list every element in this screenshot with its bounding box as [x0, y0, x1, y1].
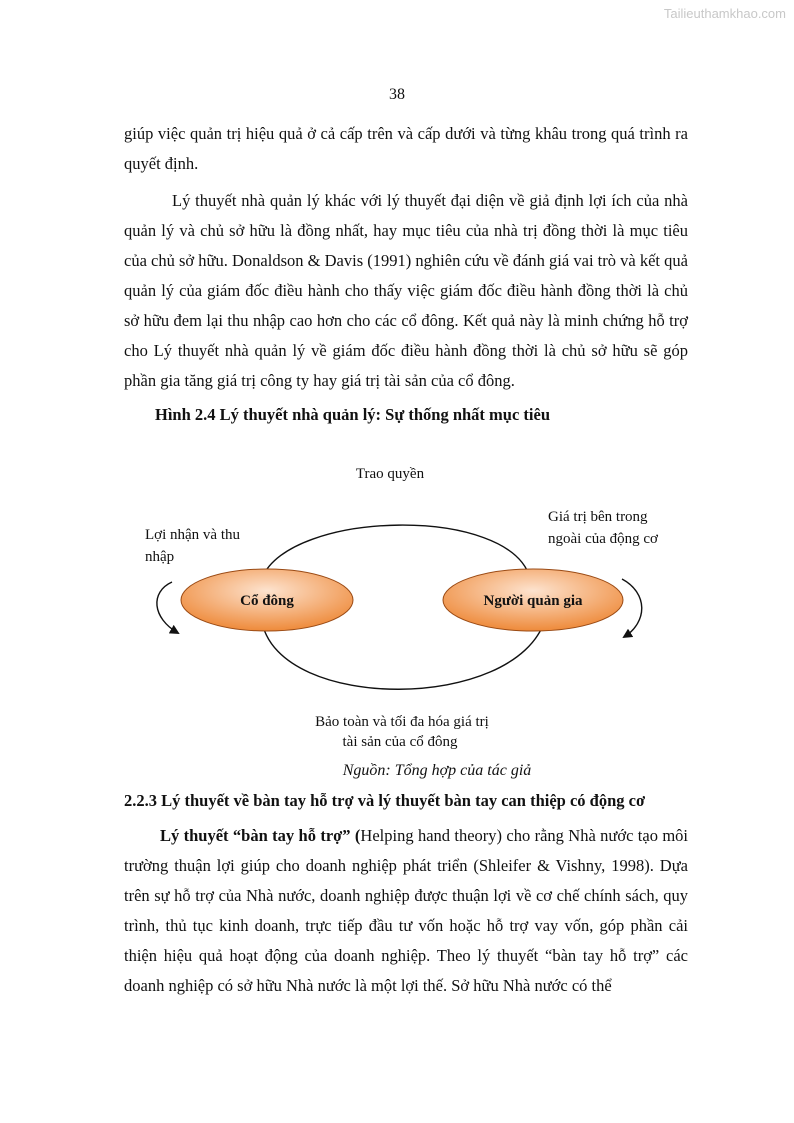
bottom-label-line1: Bảo toàn và tối đa hóa giá trị	[315, 714, 489, 730]
node-steward-label: Người quản gia	[483, 593, 583, 609]
figure-source: Nguồn: Tổng hợp của tác giả	[342, 762, 532, 779]
right-label-line1: Giá trị bên trong	[548, 509, 648, 525]
node-shareholders-label: Cổ đông	[240, 593, 294, 609]
paragraph-1: giúp việc quản trị hiệu quả ở cả cấp trên và cấp dưới và từng khâu trong quá trình ra quyết định.	[124, 124, 688, 173]
paragraph-3-bold: Lý thuyết “bàn tay hỗ trợ” (	[160, 826, 361, 845]
node-shareholders	[181, 569, 353, 631]
watermark: Tailieuthamkhao.com	[663, 6, 786, 21]
section-heading: 2.2.3 Lý thuyết về bàn tay hỗ trợ và lý thuyết bàn tay can thiệp có động cơ	[124, 791, 646, 810]
paragraph-3	[124, 821, 688, 1001]
paragraph-3-text: Helping hand theory) cho rằng Nhà nước tạo môi trường thuận lợi giúp cho doanh nghiệp phát triển (Shleifer & Vishny, 1998). Dựa trên sự hỗ trợ của Nhà nước, doanh nghiệp được thuận lợi về cơ chế chính sách, quy trình, thủ tục kinh doanh, trực tiếp đầu tư vốn hoặc hỗ trợ vay vốn, góp phần cải thiện hiệu quả hoạt động của doanh nghiệp. Theo lý thuyết “bàn tay hỗ trợ” các doanh nghiệp có sở hữu Nhà nước là một lợi thế. Sở hữu Nhà nước có thể	[124, 826, 688, 995]
right-label-line2: ngoài của động cơ	[548, 531, 658, 547]
right-cycle-arrow	[622, 579, 642, 637]
page-number: 38	[389, 86, 405, 103]
left-label-line2: nhập	[145, 549, 175, 565]
figure-caption: Hình 2.4 Lý thuyết nhà quản lý: Sự thống nhất mục tiêu	[155, 405, 551, 424]
top-arc	[262, 525, 530, 578]
bottom-label-line2: tài sản của cổ đông	[342, 734, 458, 750]
stewardship-diagram	[0, 450, 794, 760]
paragraph-2: Lý thuyết nhà quản lý khác với lý thuyết đại diện về giả định lợi ích của nhà quản lý và chủ sở hữu là đồng nhất, hay mục tiêu của nhà trị đồng thời là mục tiêu của chủ sở hữu. Donaldson & Davis (1991) nghiên cứu về đánh giá vai trò và kết quả quản lý của giám đốc điều hành cho thấy việc giám đốc điều hành đồng thời là chủ sở hữu đem lại thu nhập cao hơn cho các cổ đông. Kết quả này là minh chứng hỗ trợ cho Lý thuyết nhà quản lý về giám đốc điều hành đồng thời là chủ sở hữu sẽ góp phần gia tăng giá trị công ty hay giá trị tài sản của cổ đông.	[124, 191, 688, 390]
left-label-line1: Lợi nhận và thu	[145, 527, 240, 543]
bottom-arc	[262, 620, 545, 689]
top-label: Trao quyền	[355, 466, 425, 482]
node-steward	[443, 569, 623, 631]
left-cycle-arrow	[157, 582, 178, 633]
